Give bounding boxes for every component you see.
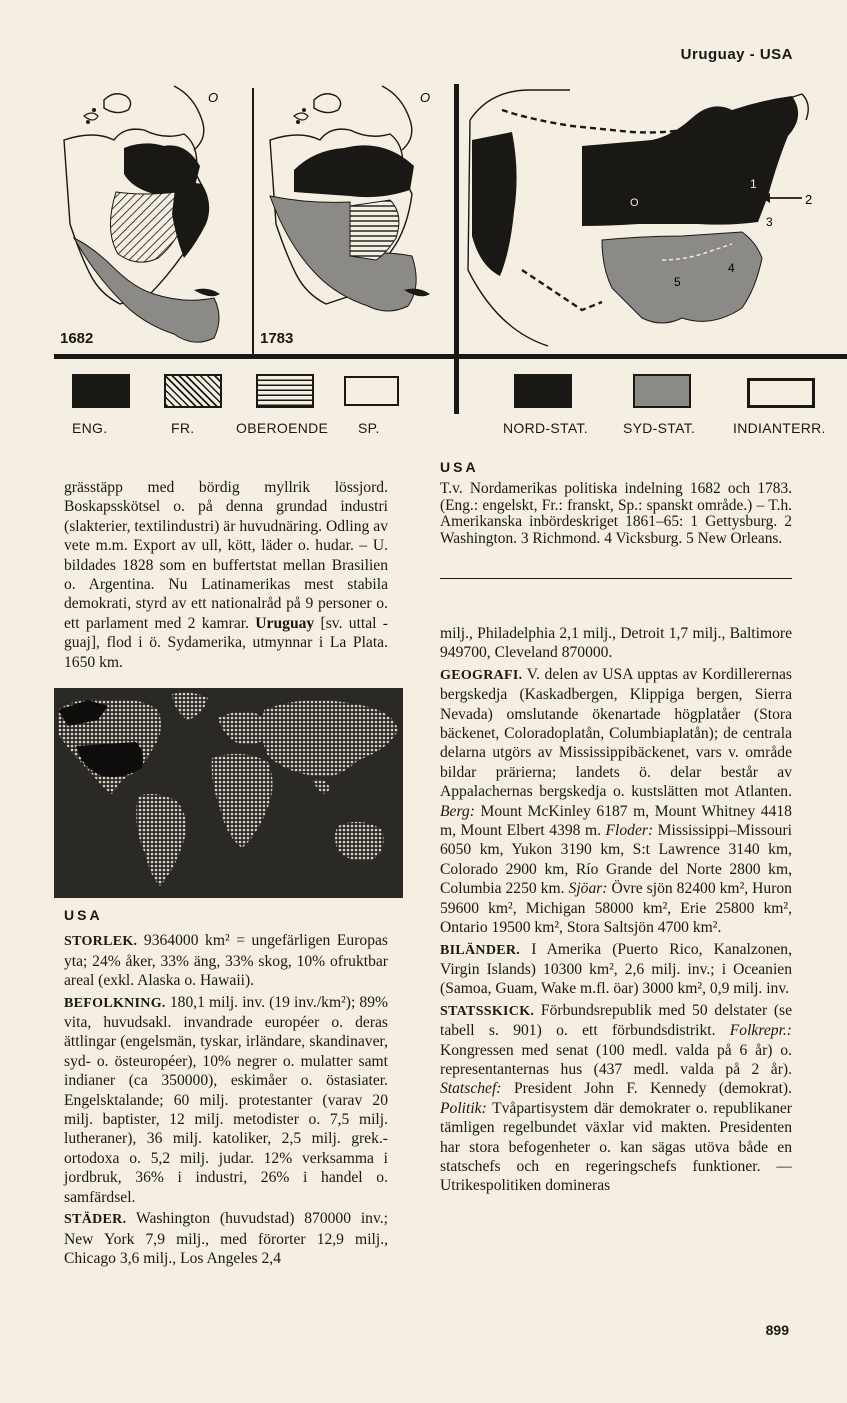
- legend-label-eng: ENG.: [72, 420, 108, 436]
- stader-paragraph: [64, 1209, 388, 1268]
- befolkning-text: 180,1 milj. inv. (19 inv./km²); 89% vita, huvudsakl. invandrade européer o. deras ättlingar (engelsmän, tyskar, irländare, skandinaver, syd- o. östeuropéer), 10% negrer o. mulatter samt indianer (ca 350000), eskimåer o. östasiater. Engelsktalande; 60 milj. protestanter (varav 20 milj. baptister, 12 milj. metodister o. 7,5 milj. lutheraner), 36 milj. katoliker, 2,5 milj. grek.-ortodoxa o. 5,2 milj. judar. 12% verksamma i jordbruk, 36% i industri, 26% i handel o. samfärdsel.: [64, 993, 388, 1206]
- map-1682: [54, 80, 252, 357]
- legend-label-syd-stat: SYD-STAT.: [623, 420, 696, 436]
- world-map-drawing: [54, 688, 403, 898]
- folkrepr-label: Folkrepr.:: [729, 1022, 792, 1040]
- caption-rule: [440, 578, 792, 579]
- geografi-paragraph: [440, 665, 792, 938]
- uruguay-river-text: [sv. uttal -guaj], flod i ö. Sydamerika, utmynnar i La Plata. 1650 km.: [64, 614, 388, 671]
- legend-label-indianterr: INDIANTERR.: [733, 420, 826, 436]
- uruguay-river-term: Uruguay: [255, 614, 315, 632]
- politik-label: Politik:: [440, 1099, 487, 1117]
- map-caption-block: [440, 458, 792, 549]
- civil-war-map-drawing: [462, 80, 847, 357]
- statschef-text: President John F. Kennedy (demokrat).: [513, 1080, 793, 1098]
- map-1783-drawing: [254, 80, 454, 357]
- year-1783-label: 1783: [260, 330, 294, 347]
- map-1783-label-o: O: [420, 90, 431, 105]
- page-number: 899: [765, 1322, 789, 1338]
- civil-war-label-1: 1: [750, 177, 757, 191]
- map-caption: T.v. Nordamerikas politiska indelning 1682 och 1783. (Eng.: engelskt, Fr.: franskt, Sp.: spanskt område.) – T.h. Amerikanska inbördeskriget 1861–65: 1 Gettysburg. 2 Washington. 3 Richmond. 4 Vicksburg. 5 New Orleans.: [440, 480, 792, 547]
- statsskick-term: STATSSKICK.: [440, 1003, 535, 1019]
- historical-maps: [54, 80, 454, 357]
- usa-article-left: [64, 906, 388, 1270]
- geografi-term: GEOGRAFI.: [440, 667, 523, 683]
- civil-war-label-2: 2: [805, 192, 813, 207]
- sjoar-label: Sjöar:: [568, 880, 608, 898]
- continued-cities: milj., Philadelphia 2,1 milj., Detroit 1,7 milj., Baltimore 949700, Cleveland 870000.: [440, 625, 792, 662]
- berg-label: Berg:: [440, 802, 475, 820]
- legend-label-oberoende: OBEROENDE: [236, 420, 329, 436]
- civil-war-label-o: O: [630, 197, 639, 209]
- folkrepr-text: Kongressen med senat (100 medl. valda på 6 år) o. representanternas hus (437 medl. valda på 2 år).: [440, 1041, 792, 1078]
- civil-war-label-5: 5: [674, 275, 681, 289]
- world-locator-map: [54, 688, 403, 898]
- civil-war-label-3: 3: [766, 215, 773, 229]
- legend-swatch-syd-stat: [633, 374, 691, 408]
- legend-label-fr: FR.: [171, 420, 195, 436]
- bilander-text: I Amerika (Puerto Rico, Kanalzonen, Virgin Islands) 10300 km², 2,6 milj. inv.; i Oceanien (Samoa, Guam, Wake m.fl. öar) 3000 km², 0,9 milj. inv.: [440, 940, 792, 998]
- storlek-term: STORLEK.: [64, 934, 138, 950]
- befolkning-paragraph: [64, 993, 388, 1207]
- map-1682-label-o: O: [208, 90, 219, 105]
- uruguay-article: [64, 478, 388, 674]
- statsskick-paragraph: [440, 1001, 792, 1196]
- legend-swatch-oberoende: [256, 374, 314, 408]
- usa-heading-left: USA: [64, 907, 103, 923]
- storlek-text: 9364000 km² = ungefärligen Europas yta; 24% åker, 33% äng, 33% skog, 10% ofruktbar areal (exkl. Alaska o. Hawaii).: [64, 932, 388, 990]
- storlek-paragraph: [64, 931, 388, 990]
- maps-divider: [454, 84, 459, 414]
- bilander-paragraph: [440, 940, 792, 999]
- legend-label-sp: SP.: [358, 420, 380, 436]
- legend-swatch-indianterr: [747, 378, 815, 408]
- geografi-text: V. delen av USA upptas av Kordillerernas bergskedja (Kaskadbergen, Klippiga bergen, Sierra Nevada) omslutande ökenartade högplatåer (Stora bäckenet, Coloradoplatån, Columbiaplatån); de centrala delarna utgörs av Mississippibäckenet, vars v. område bildar prärierna; landets ö. delar består av Appalachernas bergskedja o. kustslätten mot Atlanten.: [440, 665, 792, 801]
- map-1682-drawing: [54, 80, 252, 357]
- legend-swatch-sp: [344, 376, 399, 406]
- legend-swatch-fr: [164, 374, 222, 408]
- maps-baseline-rule: [54, 354, 847, 359]
- legend-swatch-eng: [72, 374, 130, 408]
- civil-war-map: [462, 80, 847, 357]
- year-1682-label: 1682: [60, 330, 94, 347]
- stader-text: Washington (huvudstad) 870000 inv.; New York 7,9 milj., med förorter 12,9 milj., Chicago 3,6 milj., Los Angeles 2,4: [64, 1210, 388, 1267]
- befolkning-term: BEFOLKNING.: [64, 995, 166, 1011]
- floder-label: Floder:: [605, 822, 654, 840]
- uruguay-text: grässtäpp med bördig myllrik lössjord. Boskapsskötsel o. på denna grundad industri (slakterier, textilindustri) är huvudnäring. Odling av vete m.m. Export av ull, kött, läder o. hudar. – U. bildades 1828 som en buffertstat mellan Brasilien o. Argentina. Nu Latinamerikas mest stabila demokrati, styrd av ett nationalråd på 9 personer o. ett parlament med 2 kamrar.: [64, 479, 388, 632]
- berg-text: Mount McKinley 6187 m, Mount Whitney 4418 m, Mount Elbert 4398 m.: [440, 802, 792, 840]
- bilander-term: BILÄNDER.: [440, 942, 521, 958]
- stader-term: STÄDER.: [64, 1212, 127, 1228]
- map-1783: [254, 80, 454, 357]
- sjoar-text: Övre sjön 82400 km², Huron 59600 km², Michigan 58000 km², Erie 25800 km², Ontario 19500 km², Stora Saltsjön 4700 km².: [440, 880, 792, 937]
- statsskick-text: Förbundsrepublik med 50 delstater (se tabell s. 901) o. ett förbundsdistrikt.: [440, 1001, 793, 1040]
- politik-text: Tvåpartisystem där demokrater o. republikaner tämligen regelbundet växlar vid makten. Presidenten har stora befogenheter o. kan sägas utöva både en statschefs och en regeringschefs funktioner. — Utrikespolitiken domineras: [440, 1099, 792, 1195]
- civil-war-label-4: 4: [728, 261, 735, 275]
- statschef-label: Statschef:: [440, 1080, 502, 1098]
- legend-label-nord-stat: NORD-STAT.: [503, 420, 588, 436]
- running-head: Uruguay - USA: [680, 46, 793, 63]
- uruguay-paragraph: [64, 478, 388, 672]
- usa-heading-right: USA: [440, 459, 479, 475]
- usa-article-right: [440, 624, 792, 1198]
- legend-swatch-nord-stat: [514, 374, 572, 408]
- floder-text: Mississippi–Missouri 6050 km, Yukon 3190 km, S:t Lawrence 3140 km, Colorado 2900 km, Río Grande del Norte 2800 km, Columbia 2250 km.: [440, 822, 792, 898]
